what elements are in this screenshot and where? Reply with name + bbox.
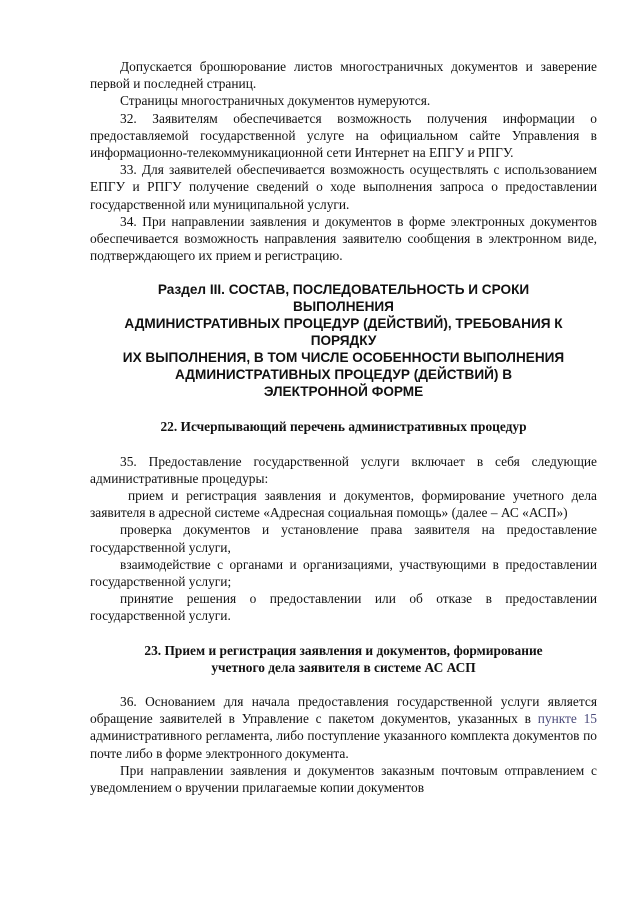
section-heading-line-5: ИХ ВЫПОЛНЕНИЯ, В ТОМ ЧИСЛЕ ОСОБЕННОСТИ ВЫПОЛНЕНИЯ: [122, 350, 565, 366]
paragraph-36-text-end: административного регламента, либо поступление указанного комплекта документов по почте либо в форме электронного документа.: [90, 728, 597, 761]
subheading-23-line-2: учетного дела заявителя в системе АС АСП: [211, 659, 476, 675]
section-heading-line-2: ВЫПОЛНЕНИЯ: [293, 299, 394, 315]
subheading-23: [90, 642, 597, 676]
paragraph-36: [90, 693, 597, 762]
subheading-23-line-1: 23. Прием и регистрация заявления и документов, формирование: [144, 642, 543, 658]
document-page: [90, 58, 597, 796]
paragraph-numbering: Страницы многостраничных документов нумеруются.: [120, 93, 431, 109]
section-heading: [90, 281, 597, 400]
list-item-interaction: взаимодействие с органами и организациями, участвующими в предоставлении государственной услуги;: [90, 556, 597, 590]
section-heading-line-4: ПОРЯДКУ: [310, 333, 377, 349]
section-heading-line-7: ЭЛЕКТРОННОЙ ФОРМЕ: [263, 384, 424, 400]
list-item-verification: проверка документов и установление права заявителя на предоставление государственной услуги,: [90, 522, 597, 555]
paragraph-32: 32. Заявителям обеспечивается возможность получения информации о предоставляемой государственной услуге на официальном сайте Управления в информационно-телекоммуникационной сети Интернет на ЕПГУ и РПГУ.: [90, 110, 597, 161]
paragraph-33: 33. Для заявителей обеспечивается возможность осуществлять с использованием ЕПГУ и РПГУ получение сведений о ходе выполнения запроса о предоставлении государственной или муниципальной услуги.: [90, 162, 597, 212]
paragraph-35: 35. Предоставление государственной услуги включает в себя следующие административные процедуры:: [90, 453, 597, 486]
list-item-decision: принятие решения о предоставлении или об отказе в предоставлении государственной услуги.: [90, 591, 597, 624]
subheading-22: 22. Исчерпывающий перечень административных процедур: [160, 419, 527, 435]
paragraph-36-text-start: 36. Основанием для начала предоставления государственной услуги является обращение заявителей в Управление с пакетом документов, указанных в: [90, 694, 597, 727]
section-heading-line-6: АДМИНИСТРАТИВНЫХ ПРОЦЕДУР (ДЕЙСТВИЙ) В: [174, 367, 513, 383]
paragraph-postal: При направлении заявления и документов заказным почтовым отправлением с уведомлением о вручении прилагаемые копии документов: [90, 762, 597, 796]
section-heading-line-3: АДМИНИСТРАТИВНЫХ ПРОЦЕДУР (ДЕЙСТВИЙ), ТРЕБОВАНИЯ К: [124, 316, 563, 332]
paragraph-binding: Допускается брошюрование листов многостраничных документов и заверение первой и последней страниц.: [90, 59, 597, 92]
regulation-point-15-link[interactable]: пункте 15: [537, 711, 598, 727]
paragraph-34: 34. При направлении заявления и документов в форме электронных документов обеспечивается возможность направления заявителю сообщения в электронном виде, подтверждающего их прием и регистрацию.: [90, 213, 597, 264]
section-heading-line-1: Раздел III. СОСТАВ, ПОСЛЕДОВАТЕЛЬНОСТЬ И СРОКИ: [157, 282, 530, 298]
list-item-reception: прием и регистрация заявления и документов, формирование учетного дела заявителя в адресной системе «Адресная социальная помощь» (далее – АС «АСП»): [90, 488, 597, 521]
